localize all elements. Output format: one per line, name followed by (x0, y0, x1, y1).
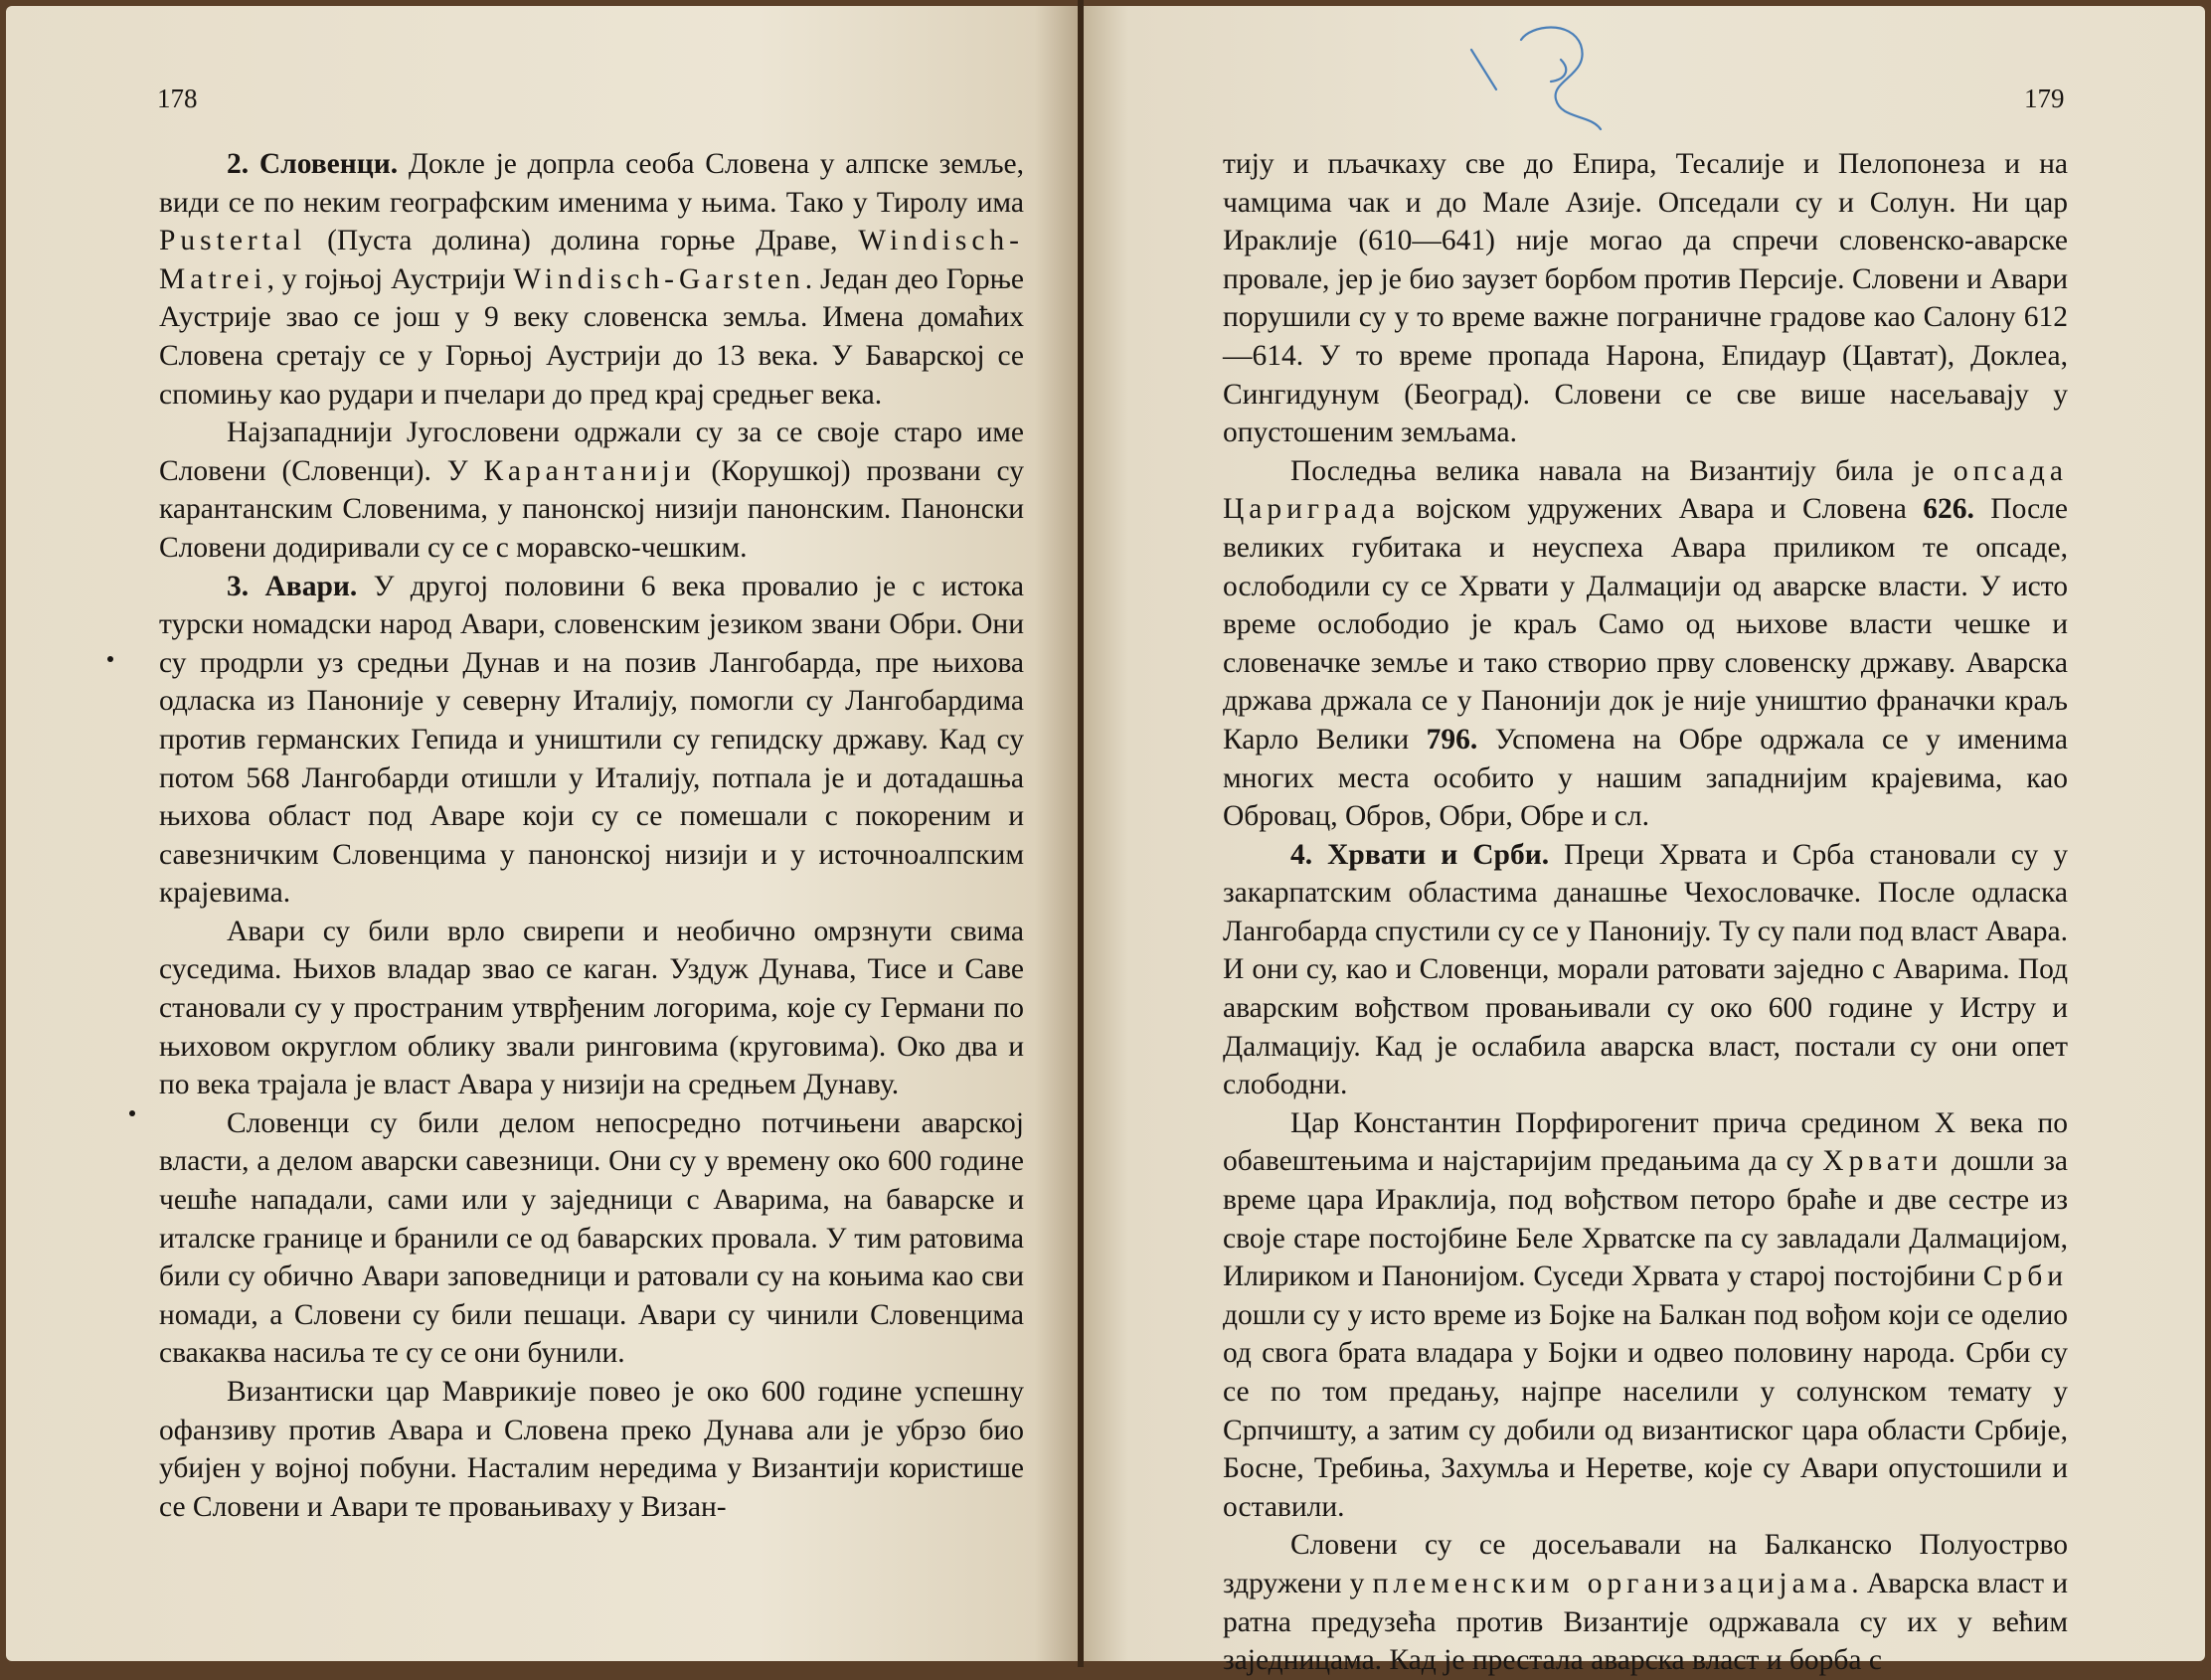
paragraph (159, 913, 1024, 1104)
paragraph (1223, 836, 2068, 1104)
paragraph (159, 1373, 1024, 1526)
ink-dot (129, 1110, 135, 1116)
text-run: Словени су се досељавали на Балканско Полуострво здружени у (1223, 1529, 2068, 1599)
right-page (1084, 6, 2205, 1677)
bold-year: 626. (1923, 493, 1974, 526)
page-body (1223, 145, 2068, 1680)
paragraph (1223, 1104, 2068, 1527)
spaced-term: Срби (1982, 1260, 2068, 1293)
spaced-term: Карантанији (483, 454, 696, 487)
paragraph (159, 568, 1024, 913)
text-run: тију и пљачкаху све до Епира, Тесалије и Пелопонеза и на чамцима чак и до Мале Азије. Опседали су и Солун. Ни цар Ираклије (610—641) није могао да спречи словенско-аварске провале, јер је био заузет борбом против Персије. Словени и Авари порушили су у то време важне пограничне градове као Салону 612—614. У то време пропада Нарона, Епидаур (Цавтат), Доклеа, Сингидунум (Београд). Словени се све више насељавају у опустошеним земљама. (1223, 148, 2068, 449)
paragraph (1223, 1526, 2068, 1679)
section-heading: 2. Словенци. (227, 148, 399, 180)
text-run: Последња велика навала на Византију била је (1290, 454, 1954, 487)
paragraph (159, 1104, 1024, 1373)
paragraph (1223, 145, 2068, 452)
spaced-term: опсада Цариграда (1223, 454, 2068, 526)
paragraph (159, 145, 1024, 414)
text-run: Словенци су били делом непосредно потчињени аварској власти, а делом аварски савезници. Они су у времену око 600 године чешће нападали, сами или у заједници с Аварима, на баварске и италске границе и бранили се од баварских провала. У тим ратовима били су обично Авари заповедници и ратовали су на коњима као сви номади, а Словени су били пешаци. Авари су чинили Словенцима свакаква насиља те су се они бунили. (159, 1106, 1024, 1370)
section-heading: 3. Авари. (227, 570, 358, 602)
text-run: Најзападнији Југословени одржали су за се своје старо име Словени (Словенци). У (159, 417, 1024, 487)
text-run: Цар Константин Порфирогенит прича средином X века по обавештењима и најстаријим предањима да су (1223, 1106, 2068, 1178)
text-run: , у гојњој Аустрији (266, 262, 514, 295)
text-run: . Један део Горње Аустрије звао се још у 9 веку словенска земља. Имена домаћих Словена сретају се у Горњој Аустрији до 13 века. У Баварској се спомињу као рудари и пчелари до пред крај средњег века. (159, 262, 1024, 411)
page-body (159, 145, 1024, 1526)
spaced-term: племенским организацијама (1372, 1567, 1852, 1599)
text-run: У другој половини 6 века провалио је с истока турски номадски народ Авари, словенским језиком звани Обри. Они су продрли уз средњи Дунав и на позив Лангобарда, пре њихова одласка из Паноније у северну Италију, помогли су Лангобардима против германских Гепида и уништили су гепидску државу. Кад су потом 568 Лангобарди отишли у Италију, потпала је и дотадашња њихова област под Аваре који су се помешали с покореним и савезничким Словенцима у панонској низији и у источноалпским крајевима. (159, 570, 1024, 910)
text-run: Успомена на Обре одржала се у именима многих места особито у нашим западнијим крајевима, као Обровац, Обров, Обри, Обре и сл. (1223, 723, 2068, 833)
text-run: Преци Хрвата и Срба становали су у закарпатским областима данашње Чехословачке. После одласка Лангобарда спустили су се у Панонију. Ту су пали под власт Авара. И они су, као и Словенци, морали ратовати заједно с Аварима. Под аварским вођством провањивали су око 600 године у Истру и Далмацију. Кад је ослабила аварска власт, постали су они опет слободни. (1223, 838, 2069, 1101)
spaced-term: Pustertal (159, 225, 307, 257)
text-run: дошли су у исто време из Бојке на Балкан под вођом који се оделио од свога брата владара у Бојки и одвео половину народа. Срби су се по том предању, најпре населили у солунском темату у Српчишту, а затим су добили од византиског цара области Србије, Босне, Требиња, Захумља и Неретве, које су Авари опустошили и оставили. (1223, 1298, 2068, 1523)
text-run: . Аварска власт и ратна предузећа против Византије одржавала су их у већим заједницама. Кад је престала аварска власт и борба с (1223, 1567, 2069, 1677)
section-heading: 4. Хрвати и Срби. (1290, 838, 1550, 871)
text-run: После великих губитака и неуспеха Авара приликом те опсаде, ослободили су се Хрвати у Далмацији од аварске власти. У исто време ослободио је краљ Само од њихове власти чешке и словеначке земље и тако створио прву словенску државу. Аварска држава држала се у Панонији док је није уништио франачки краљ Карло Велики (1223, 493, 2068, 756)
text-run: војском удружених Авара и Словена (1399, 493, 1924, 526)
paragraph (1223, 452, 2068, 836)
spaced-term: Windisch-Garsten (513, 262, 805, 295)
text-run: Авари су били врло свирепи и необично омрзнути свима суседима. Њихов владар звао се каган. Уздуж Дунава, Тисе и Саве становали су у пространим утврђеним логорима, које су Германи по њиховом округлом облику звали ринговима (круговима). Око два и по века трајала је власт Авара у низији на средњем Дунаву. (159, 915, 1024, 1101)
page-number: 178 (157, 84, 198, 113)
spaced-term: Хрвати (1822, 1145, 1943, 1178)
bold-year: 796. (1426, 723, 1478, 756)
spaced-term: Windisch-Matrei (159, 225, 1024, 295)
page-number: 179 (2024, 84, 2065, 113)
text-run: Византиски цар Маврикије повео је око 600 године успешну офанзиву против Авара и Словена преко Дунава али је убрзо био убијен у војној побуни. Насталим нередима у Византији користише се Словени и Авари те провањиваху у Визан- (159, 1376, 1024, 1523)
text-run: (Корушкој) прозвани су карантанским Словенима, у панонској низији панонским. Панонски Словени додиривали су се с моравско-чешким. (159, 454, 1024, 564)
text-run: (Пуста долина) долина горње Драве, (306, 225, 859, 257)
text-run: дошли за време цара Ираклија, под вођством петоро браће и две сестре из своје старе постојбине Беле Хрватске па су завладали Далмацијом, Илириком и Панонијом. Суседи Хрвата у старој постојбини (1223, 1145, 2068, 1293)
left-page (6, 6, 1078, 1661)
ink-dot (107, 656, 113, 662)
pen-scribble (1451, 20, 1640, 149)
text-run: Докле је допрла сеоба Словена у алпске земље, види се по неким географским именима у њима. Тако у Тиролу има (159, 148, 1024, 219)
paragraph (159, 414, 1024, 567)
